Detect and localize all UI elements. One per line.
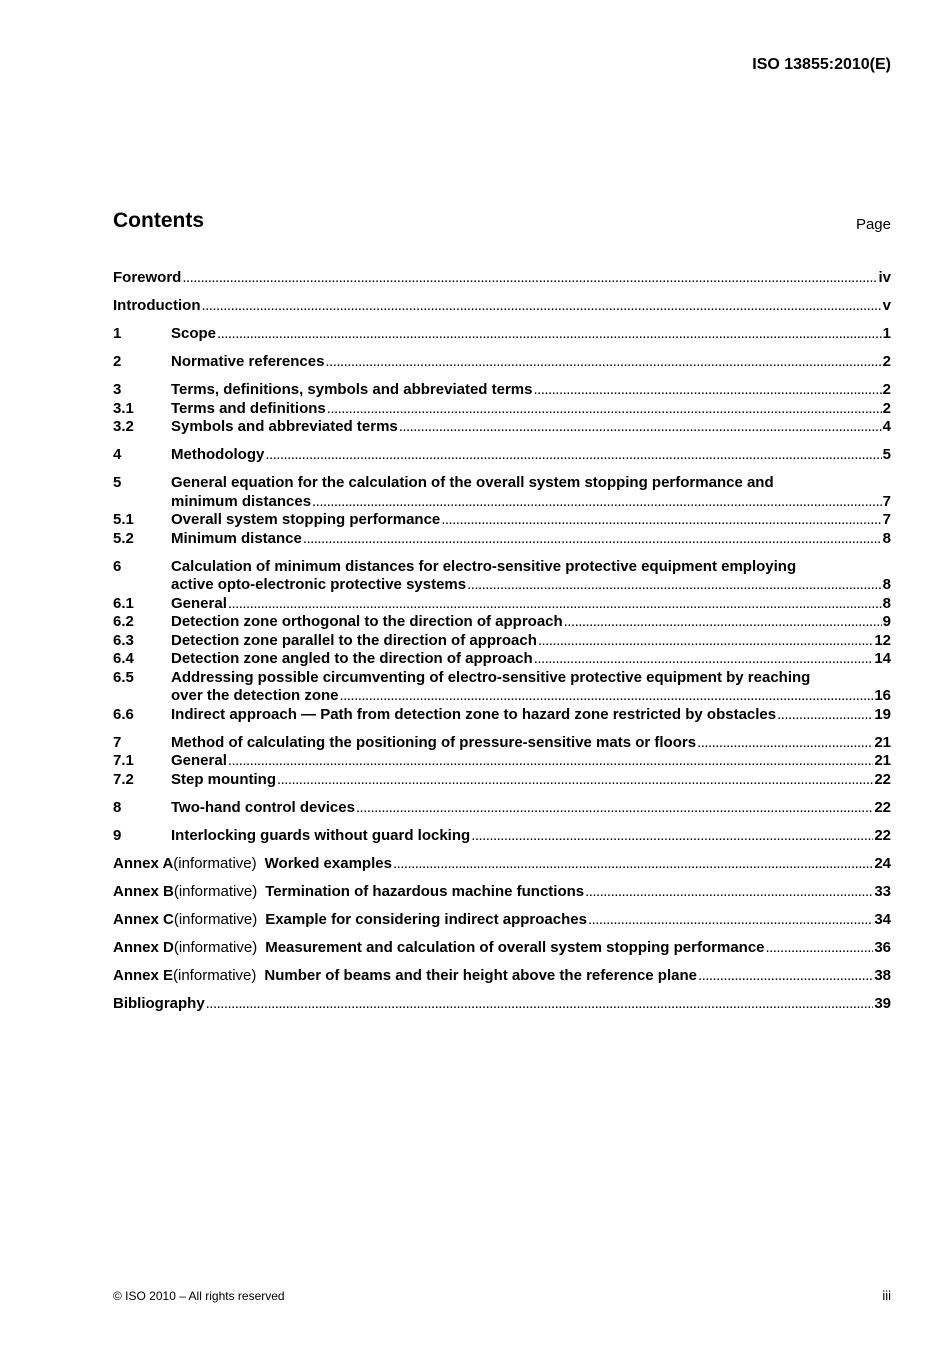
- toc-page-number: 34: [874, 910, 891, 928]
- annex-label: Annex C: [113, 910, 174, 928]
- annex-note: (informative): [173, 882, 258, 900]
- toc-entry-6[interactable]: [113, 558, 891, 595]
- toc-entry-title: General: [171, 752, 227, 769]
- toc-page-number: 8: [882, 529, 891, 547]
- dot-leader: [697, 734, 873, 753]
- annex-label: Annex D: [113, 938, 174, 956]
- copyright-notice: © ISO 2010 – All rights reserved: [113, 1289, 285, 1303]
- toc-entry-title: Detection zone angled to the direction of approach: [171, 650, 533, 667]
- toc-page-number: 33: [874, 882, 891, 900]
- toc-entry-title: Bibliography: [113, 994, 205, 1012]
- toc-page-number: 8: [882, 594, 891, 612]
- toc-page-number: 4: [882, 418, 891, 435]
- dot-leader: [228, 752, 873, 771]
- section-number: 3.2: [113, 418, 134, 435]
- table-of-contents: [113, 269, 891, 1013]
- toc-entry-6-6[interactable]: [113, 706, 891, 725]
- toc-entry-title: Scope: [171, 325, 217, 342]
- document-id: ISO 13855:2010(E): [752, 56, 891, 73]
- annex-label: Annex E: [113, 966, 174, 984]
- toc-entry-title: active opto-electronic protective systems: [171, 576, 467, 593]
- section-number: 6: [113, 557, 122, 575]
- section-number: 6.6: [113, 705, 134, 723]
- toc-entry-5[interactable]: [113, 474, 891, 511]
- toc-entry-foreword[interactable]: [113, 269, 891, 288]
- section-number: 6.2: [113, 613, 134, 630]
- section-number: 4: [113, 446, 122, 463]
- dot-leader: [265, 446, 881, 465]
- toc-entry-title: Detection zone orthogonal to the direction of approach: [171, 613, 563, 630]
- toc-entry-7-1[interactable]: [113, 752, 891, 771]
- dot-leader: [698, 967, 873, 986]
- toc-entry-title: Worked examples: [264, 854, 392, 872]
- toc-entry-6-2[interactable]: [113, 613, 891, 632]
- dot-leader: [312, 493, 882, 512]
- dot-leader: [206, 995, 874, 1014]
- toc-entry-introduction[interactable]: [113, 297, 891, 316]
- toc-page-number: 14: [874, 650, 891, 667]
- annex-note: (informative): [173, 910, 258, 928]
- section-number: 6.4: [113, 650, 134, 667]
- section-number: 2: [113, 353, 122, 370]
- dot-leader: [325, 353, 881, 372]
- dot-leader: [182, 269, 877, 288]
- toc-entry-title: Number of beams and their height above the reference plane: [264, 966, 697, 984]
- toc-entry-annex-e[interactable]: [113, 967, 891, 986]
- section-number: 3: [113, 381, 122, 398]
- annex-note: (informative): [173, 854, 257, 872]
- toc-entry-bibliography[interactable]: [113, 995, 891, 1014]
- section-number: 6.1: [113, 594, 134, 612]
- section-number: 8: [113, 798, 122, 816]
- toc-entry-title: Methodology: [171, 446, 265, 463]
- section-number: 7.2: [113, 770, 134, 788]
- dot-leader: [538, 632, 873, 651]
- toc-entry-1[interactable]: [113, 325, 891, 344]
- page-number: iii: [882, 1288, 891, 1303]
- toc-page-number: 2: [882, 381, 891, 398]
- toc-entry-title: Calculation of minimum distances for electro-sensitive protective equipment employing: [171, 557, 797, 575]
- section-number: 5.1: [113, 511, 134, 528]
- toc-entry-title: Detection zone parallel to the direction of approach: [171, 631, 537, 649]
- toc-entry-title: Overall system stopping performance: [171, 511, 441, 528]
- toc-page-number: 9: [882, 613, 891, 630]
- toc-page-number: 1: [882, 325, 891, 342]
- toc-page-number: 8: [882, 576, 891, 593]
- toc-page-number: 21: [874, 733, 891, 751]
- toc-page-number: 19: [874, 705, 891, 723]
- toc-page-number: 24: [874, 854, 891, 872]
- toc-entry-annex-b[interactable]: [113, 883, 891, 902]
- toc-entry-title: Terms and definitions: [171, 399, 326, 417]
- dot-leader: [441, 511, 881, 530]
- dot-leader: [327, 400, 882, 419]
- section-number: 7: [113, 733, 122, 751]
- toc-entry-title: Example for considering indirect approaches: [265, 910, 587, 928]
- toc-entry-title: Normative references: [171, 353, 325, 370]
- toc-entry-title: Symbols and abbreviated terms: [171, 418, 398, 435]
- toc-page-number: 38: [874, 966, 891, 984]
- dot-leader: [471, 827, 873, 846]
- toc-page-number: v: [882, 297, 891, 314]
- toc-entry-title: Minimum distance: [171, 529, 302, 547]
- toc-entry-title: Indirect approach — Path from detection zone to hazard zone restricted by obstacles: [171, 705, 777, 723]
- toc-page-number: 22: [874, 826, 891, 844]
- toc-entry-5-1[interactable]: [113, 511, 891, 530]
- toc-entry-6-5[interactable]: [113, 669, 891, 706]
- toc-entry-5-2[interactable]: [113, 530, 891, 549]
- dot-leader: [303, 530, 882, 549]
- dot-leader: [201, 297, 881, 316]
- toc-entry-6-4[interactable]: [113, 650, 891, 669]
- section-number: 3.1: [113, 399, 134, 417]
- annex-label: Annex A: [113, 854, 174, 872]
- toc-page-number: 39: [874, 994, 891, 1012]
- section-number: 1: [113, 325, 122, 342]
- dot-leader: [393, 855, 873, 874]
- toc-entry-title: minimum distances: [171, 492, 312, 510]
- dot-leader: [340, 687, 874, 706]
- toc-page-number: 21: [874, 752, 891, 769]
- toc-entry-title: Introduction: [113, 297, 201, 314]
- dot-leader: [564, 613, 882, 632]
- toc-entry-title: Termination of hazardous machine functions: [265, 882, 585, 900]
- toc-entry-title: over the detection zone: [171, 687, 339, 704]
- toc-entry-3-1[interactable]: [113, 400, 891, 419]
- toc-entry-7-2[interactable]: [113, 771, 891, 790]
- dot-leader: [766, 939, 874, 958]
- toc-entry-6-1[interactable]: [113, 595, 891, 614]
- dot-leader: [277, 771, 873, 790]
- toc-entry-3-2[interactable]: [113, 418, 891, 437]
- toc-entry-annex-a[interactable]: [113, 855, 891, 874]
- section-number: 9: [113, 826, 122, 844]
- toc-page-number: 12: [874, 631, 891, 649]
- dot-leader: [777, 706, 873, 725]
- toc-page-number: 7: [882, 511, 891, 528]
- section-number: 7.1: [113, 752, 134, 769]
- page-column-label: Page: [855, 216, 891, 233]
- toc-entry-title: Addressing possible circumventing of electro-sensitive protective equipment by reaching: [171, 668, 811, 686]
- dot-leader: [228, 595, 882, 614]
- toc-entry-title: Measurement and calculation of overall system stopping performance: [265, 938, 765, 956]
- toc-page-number: 7: [882, 492, 891, 510]
- toc-entry-annex-d[interactable]: [113, 939, 891, 958]
- dot-leader: [217, 325, 882, 344]
- section-number: 6.3: [113, 631, 134, 649]
- section-number: 5.2: [113, 529, 134, 547]
- annex-note: (informative): [173, 966, 257, 984]
- toc-entry-title: General equation for the calculation of the overall system stopping performance and: [171, 474, 774, 491]
- toc-entry-2[interactable]: [113, 353, 891, 372]
- annex-label: Annex B: [113, 882, 174, 900]
- toc-page-number: iv: [878, 269, 891, 286]
- section-number: 5: [113, 474, 122, 491]
- toc-page-number: 36: [874, 938, 891, 956]
- toc-entry-annex-c[interactable]: [113, 911, 891, 930]
- toc-entry-title: Foreword: [113, 269, 182, 286]
- toc-entry-4[interactable]: [113, 446, 891, 465]
- toc-entry-title: Two-hand control devices: [171, 798, 355, 816]
- dot-leader: [467, 576, 882, 595]
- dot-leader: [585, 883, 873, 902]
- toc-page-number: 5: [882, 446, 891, 463]
- toc-entry-8[interactable]: [113, 799, 891, 818]
- dot-leader: [588, 911, 873, 930]
- annex-note: (informative): [173, 938, 258, 956]
- toc-entry-3[interactable]: [113, 381, 891, 400]
- toc-page-number: 22: [874, 770, 891, 788]
- toc-entry-title: Interlocking guards without guard locking: [171, 826, 471, 844]
- toc-page-number: 22: [874, 798, 891, 816]
- dot-leader: [534, 381, 882, 400]
- toc-page-number: 2: [882, 353, 891, 370]
- toc-entry-9[interactable]: [113, 827, 891, 846]
- dot-leader: [399, 418, 882, 437]
- toc-entry-title: Step mounting: [171, 770, 276, 788]
- toc-entry-title: General: [171, 594, 227, 612]
- section-number: 6.5: [113, 668, 134, 686]
- toc-entry-title: Method of calculating the positioning of pressure-sensitive mats or floors: [171, 733, 697, 751]
- toc-entry-title: Terms, definitions, symbols and abbreviated terms: [171, 381, 533, 398]
- toc-entry-7[interactable]: [113, 734, 891, 753]
- toc-page-number: 16: [874, 687, 891, 704]
- dot-leader: [534, 650, 874, 669]
- page-title: Contents: [113, 209, 204, 232]
- dot-leader: [356, 799, 873, 818]
- toc-page-number: 2: [882, 399, 891, 417]
- toc-entry-6-3[interactable]: [113, 632, 891, 651]
